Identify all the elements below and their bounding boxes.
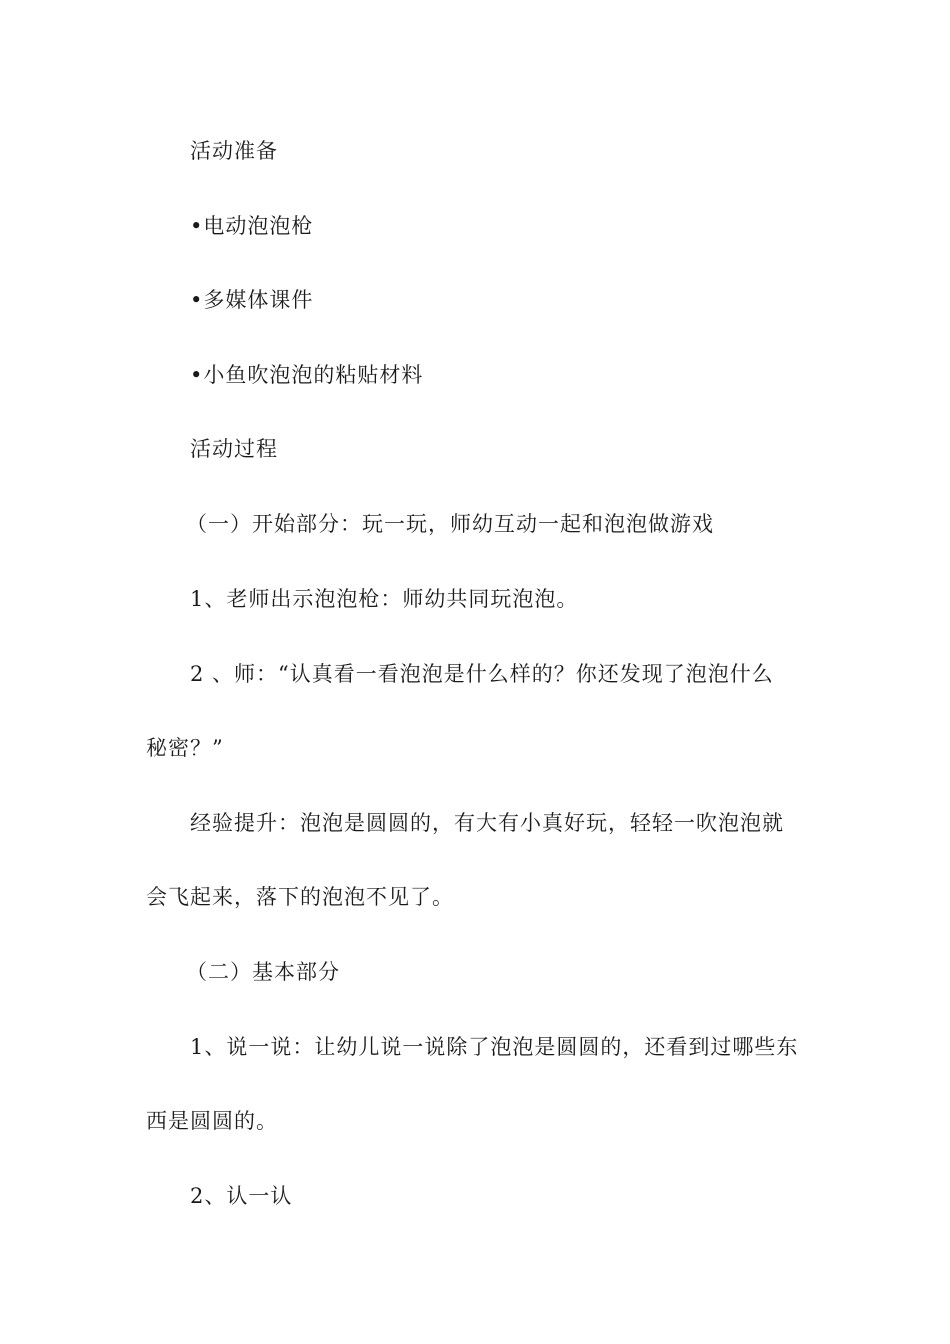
heading-activity-preparation: 活动准备 [190, 139, 278, 163]
list-item-sticker-material: •小鱼吹泡泡的粘贴材料 [190, 363, 424, 387]
paragraph-recognize: 2、认一认 [190, 1184, 293, 1208]
paragraph-experience-line-1: 经验提升：泡泡是圆圆的，有大有小真好玩，轻轻一吹泡泡就 [190, 811, 784, 835]
paragraph-experience-line-2: 会飞起来，落下的泡泡不见了。 [146, 885, 454, 909]
section-one-title: （一）开始部分：玩一玩，师幼互动一起和泡泡做游戏 [186, 512, 714, 536]
paragraph-talk-line-2: 西是圆圆的。 [146, 1109, 278, 1133]
list-item-bubble-gun: •电动泡泡枪 [190, 214, 314, 238]
paragraph-step-2-line-2: 秘密？” [146, 736, 224, 760]
paragraph-step-2-line-1: 2 、师：“认真看一看泡泡是什么样的？你还发现了泡泡什么 [190, 662, 774, 686]
heading-activity-process: 活动过程 [190, 437, 278, 461]
paragraph-talk-line-1: 1、说一说：让幼儿说一说除了泡泡是圆圆的，还看到过哪些东 [190, 1035, 799, 1059]
list-item-multimedia: •多媒体课件 [190, 288, 314, 312]
paragraph-step-1: 1、老师出示泡泡枪：师幼共同玩泡泡。 [190, 587, 579, 611]
section-two-title: （二）基本部分 [186, 960, 340, 984]
